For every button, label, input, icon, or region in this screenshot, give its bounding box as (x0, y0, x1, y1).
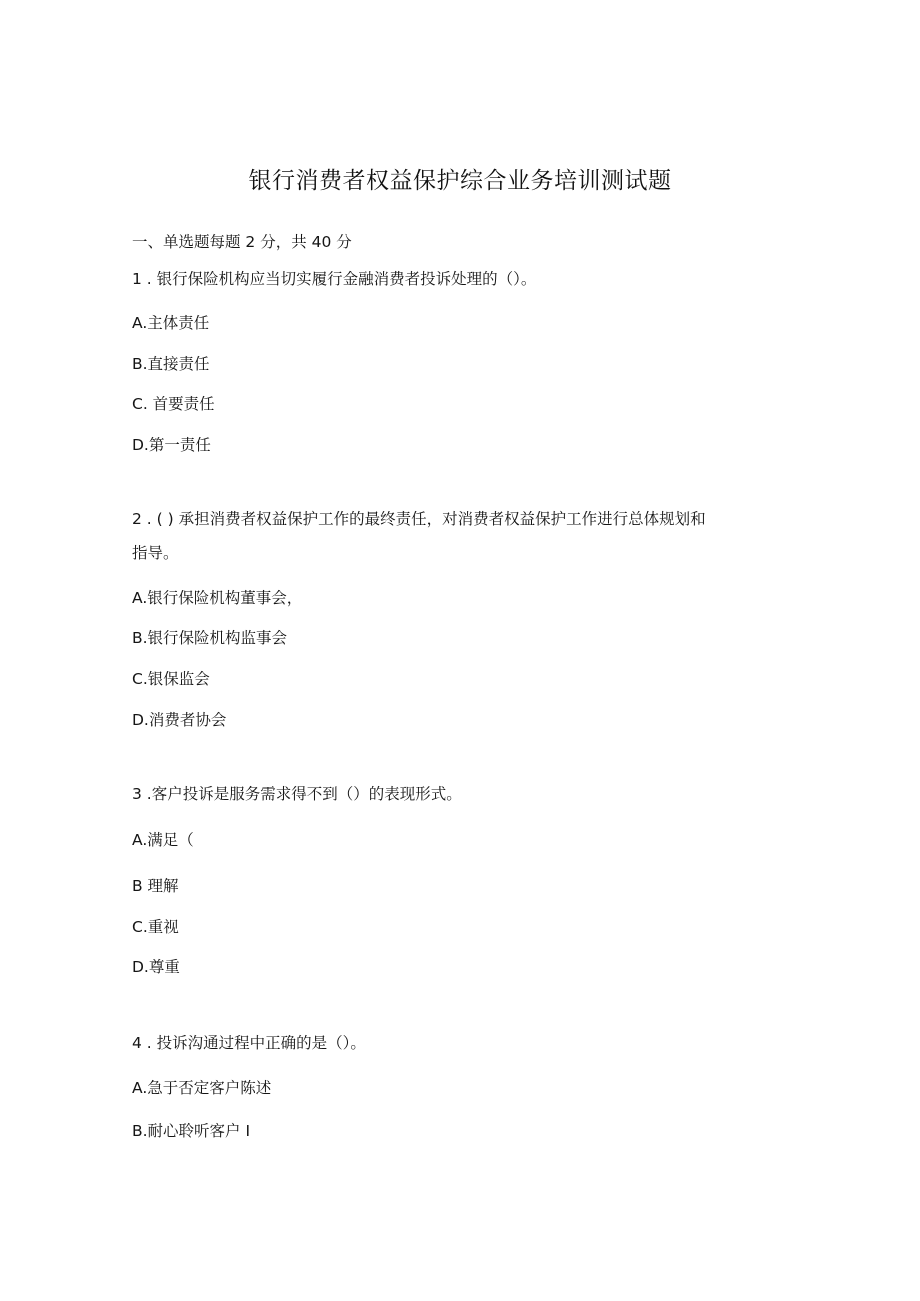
question-2-option-d: D.消费者协会 (132, 711, 227, 729)
question-2-stem-continued: 指导。 (132, 544, 179, 562)
question-3-option-c: C.重视 (132, 918, 179, 936)
document-title: 银行消费者权益保护综合业务培训测试题 (248, 168, 672, 194)
question-1-option-a: A.主体责任 (132, 314, 210, 332)
question-1-option-b: B.直接责任 (132, 355, 210, 373)
question-4-option-a: A.急于否定客户陈述 (132, 1079, 272, 1097)
question-3-option-b: B 理解 (132, 877, 179, 895)
question-3-stem: 3 .客户投诉是服务需求得不到（）的表现形式。 (132, 785, 462, 803)
question-3-option-d: D.尊重 (132, 958, 180, 976)
question-1-option-c: C. 首要责任 (132, 395, 215, 413)
question-1-stem: 1 . 银行保险机构应当切实履行金融消费者投诉处理的（）。 (132, 270, 537, 288)
question-3-option-a: A.满足（ (132, 831, 194, 849)
question-2-stem: 2 . ( ) 承担消费者权益保护工作的最终责任，对消费者权益保护工作进行总体规划和 (132, 510, 706, 528)
question-2-option-b: B.银行保险机构监事会 (132, 629, 288, 647)
question-1-option-d: D.第一责任 (132, 436, 211, 454)
section-heading: 一、单选题每题 2 分，共 40 分 (132, 233, 352, 251)
question-2-option-c: C.银保监会 (132, 670, 210, 688)
question-2-option-a: A.银行保险机构董事会， (132, 589, 303, 607)
question-4-option-b: B.耐心聆听客户 I (132, 1122, 251, 1140)
question-4-stem: 4 . 投诉沟通过程中正确的是（）。 (132, 1034, 366, 1052)
